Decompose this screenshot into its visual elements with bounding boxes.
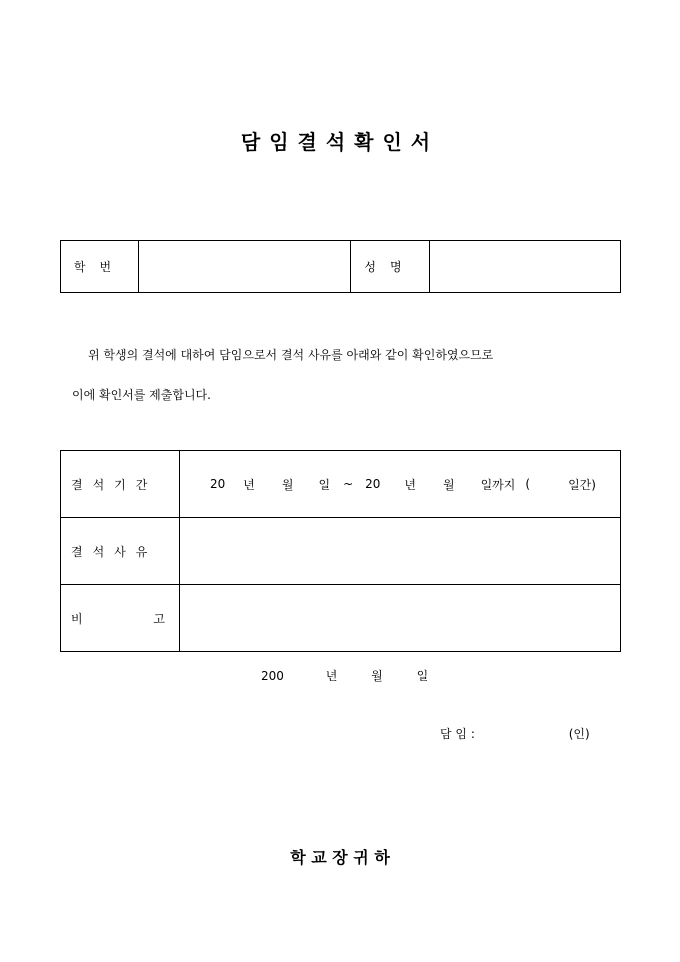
period-tilde: ~ <box>343 477 354 491</box>
reason-row <box>61 518 621 585</box>
period-start-year: 20 <box>210 477 226 491</box>
intro-line-1: 위 학생의 결석에 대하여 담임으로서 결석 사유를 아래와 같이 확인하였으므로 <box>88 348 494 362</box>
reason-label: 결석사유 <box>61 518 180 585</box>
period-field[interactable] <box>180 451 621 518</box>
intro-line-2: 이에 확인서를 제출합니다. <box>72 388 211 402</box>
remarks-label-2: 고 <box>153 611 165 626</box>
date-month-unit: 월 <box>371 669 383 683</box>
signature-line <box>440 725 590 742</box>
student-id-label: 학번 <box>61 241 139 293</box>
period-days: 일간) <box>568 477 596 492</box>
date-day-unit: 일 <box>416 669 429 683</box>
reason-field[interactable] <box>180 518 621 585</box>
document-title: 담임결석확인서 <box>240 130 440 154</box>
period-end-month-unit: 월 <box>443 477 455 492</box>
period-label: 결석기간 <box>61 451 180 518</box>
period-start-month-unit: 월 <box>281 477 294 492</box>
period-end-year-unit: 년 <box>404 477 416 492</box>
date-year-unit: 년 <box>325 669 338 683</box>
remarks-label-1: 비 <box>71 611 83 626</box>
period-start-day-unit: 일 <box>318 477 331 492</box>
date-year: 200 <box>261 669 284 683</box>
period-end-year: 20 <box>365 477 381 491</box>
period-start-year-unit: 년 <box>243 477 255 492</box>
student-id-field[interactable] <box>139 241 351 293</box>
signature-label: 담 임 : <box>440 727 475 741</box>
student-name-label: 성명 <box>351 241 430 293</box>
student-name-field[interactable] <box>430 241 621 293</box>
period-row <box>61 451 621 518</box>
remarks-field[interactable] <box>180 585 621 652</box>
seal-mark: (인) <box>568 727 590 741</box>
closing-addressee: 학 교 장 귀 하 <box>290 848 390 867</box>
absence-table <box>60 450 621 652</box>
period-until: 일까지 <box>480 477 516 492</box>
date-line <box>261 667 428 684</box>
student-info-table <box>60 240 621 293</box>
period-open-paren: ( <box>525 477 531 491</box>
remarks-row <box>61 585 621 652</box>
remarks-label-cell <box>61 585 180 652</box>
